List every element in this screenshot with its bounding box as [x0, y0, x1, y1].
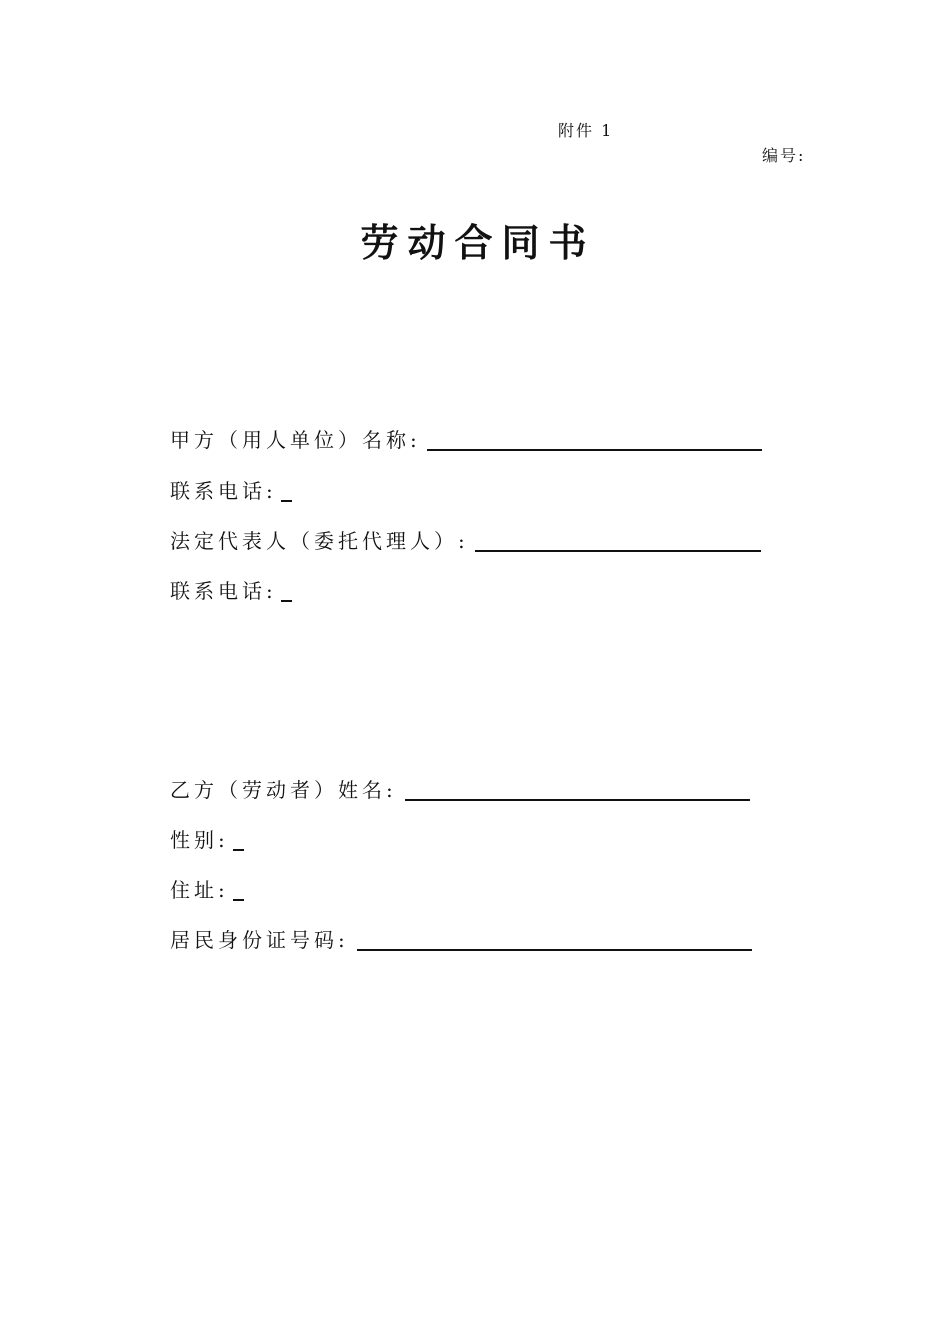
party-b-id-label: 居民身份证号码:	[170, 928, 349, 952]
party-a-rep-label: 法定代表人（委托代理人）:	[170, 529, 469, 553]
serial-number-label: 编号:	[762, 146, 806, 165]
party-a-rep-phone-field[interactable]	[170, 575, 292, 607]
party-a-phone-line[interactable]	[281, 500, 292, 502]
attachment-label: 附件 1	[558, 121, 614, 140]
party-b-gender-field[interactable]	[170, 824, 244, 856]
party-a-phone-field[interactable]	[170, 475, 292, 507]
party-b-id-line[interactable]	[357, 949, 752, 951]
document-title: 劳动合同书	[360, 220, 596, 265]
party-b-name-line[interactable]	[405, 799, 750, 801]
party-a-phone-label: 联系电话:	[170, 479, 277, 503]
party-a-name-label: 甲方（用人单位）名称:	[170, 428, 421, 452]
party-b-address-label: 住址:	[170, 878, 229, 902]
party-b-id-field[interactable]	[170, 924, 752, 956]
party-a-name-field[interactable]	[170, 424, 762, 456]
party-a-rep-field[interactable]	[170, 525, 761, 557]
party-b-gender-label: 性别:	[170, 828, 229, 852]
party-b-name-label: 乙方（劳动者）姓名:	[170, 778, 397, 802]
party-b-address-line[interactable]	[233, 899, 244, 901]
party-b-address-field[interactable]	[170, 874, 244, 906]
party-a-name-line[interactable]	[427, 449, 762, 451]
party-b-gender-line[interactable]	[233, 849, 244, 851]
party-a-rep-line[interactable]	[475, 550, 761, 552]
party-a-rep-phone-label: 联系电话:	[170, 579, 277, 603]
party-a-rep-phone-line[interactable]	[281, 600, 292, 602]
party-b-name-field[interactable]	[170, 774, 750, 806]
